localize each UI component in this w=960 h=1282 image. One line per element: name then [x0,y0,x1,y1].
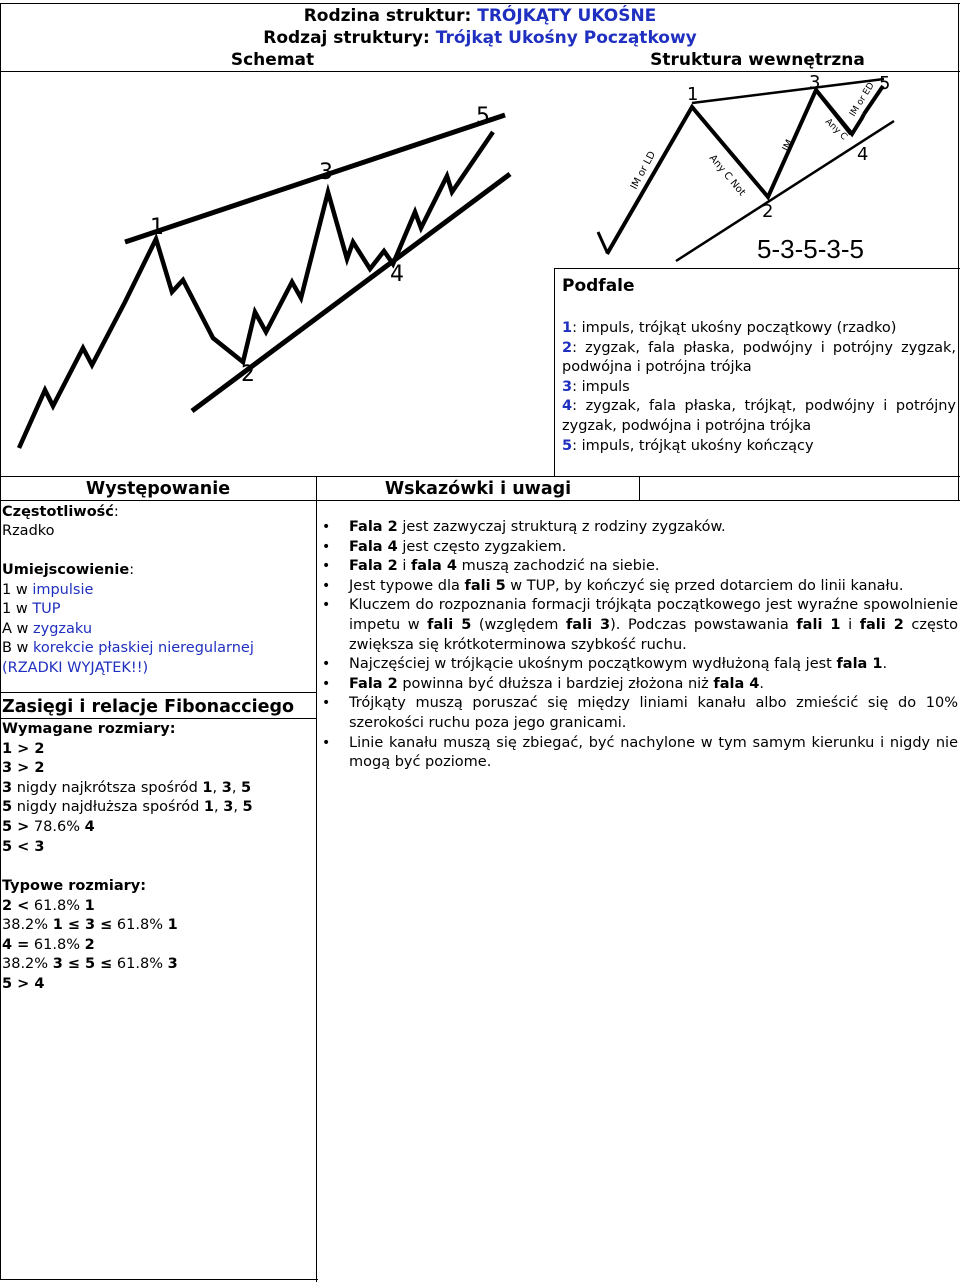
struktura-diagram [596,72,926,268]
fibo-title: Zasięgi i relacje Fibonacciego [2,697,295,717]
type-title: Rodzaj struktury: Trójkąt Ukośny Początkowy [263,28,697,48]
fibo-typical-row: 38.2% 3 ≤ 5 ≤ 61.8% 3 [2,956,178,973]
struktura-annotation-any-c-not: Any C Not [706,152,748,199]
schemat-label-3: 3 [319,160,333,185]
struktura-pattern: 5-3-5-3-5 [757,234,864,264]
notes-list [322,518,958,773]
location-impulse: 1 w impulsie [2,582,94,598]
podfale-left-line [554,268,555,477]
fibo-typical-row: 2 < 61.8% 1 [2,897,95,914]
struktura-heading: Struktura wewnętrzna [650,50,865,70]
podfale-title: Podfale [562,276,635,296]
struktura-annotation-any-c: Any C [822,116,849,143]
note-item: • Fala 2 jest zazwyczaj strukturą z rodziny zygzaków. [322,518,958,538]
middle-line [0,476,960,477]
schemat-label-4: 4 [390,262,404,287]
schemat-lower-channel [192,174,510,411]
fibo-typical-title: Typowe rozmiary: [2,878,147,894]
fibo-typical-row: 5 > 4 [2,975,45,992]
podfale-wave-2: 2: zygzak, fala płaska, podwójny i potrójny zygzak, podwójna i potrójna trójka [562,339,956,376]
border-bottom [0,1279,318,1280]
wystepowanie-title: Występowanie [85,479,231,499]
schemat-diagram [0,72,554,476]
note-item: • Jest typowe dla fali 5 w TUP, by kończyć się przed dotarciem do linii kanału. [322,577,958,597]
note-item: • Fala 2 powinna być dłuższa i bardziej złożona niż fala 4. [322,675,958,695]
struktura-annotation-im-or-ed: IM or ED [848,81,877,119]
fibo-required-title: Wymagane rozmiary: [2,721,176,737]
location-flat: B w korekcie płaskiej nieregularnej [2,640,254,656]
podfale-top-line [554,268,960,269]
fibo-required [2,720,253,857]
struktura-label-5: 5 [879,73,891,94]
fibo-required-row: 3 > 2 [2,760,45,777]
column-divider [316,476,317,1282]
fibo-required-row: 5 nigdy najdłuższa spośród 1, 3, 5 [2,799,253,816]
fibo-required-row: 5 < 3 [2,838,45,855]
fibo-title-top [0,692,316,693]
wystepowanie-title-bottom [0,500,316,501]
frequency-label: Częstotliwość: [2,504,119,520]
wskazowki-title: Wskazówki i uwagi [384,479,572,499]
struktura-label-2: 2 [762,201,774,222]
fibo-required-row: 3 nigdy najkrótsza spośród 1, 3, 5 [2,779,252,796]
note-item: • Kluczem do rozpoznania formacji trójkąta początkowego jest wyraźne spowolnienie impetu w fali 5 (względem fali 3). Podczas powstawania fali 1 i fali 2 często zwiększa się krótkoterminowa szybkość ruchu. [322,596,958,655]
wskazowki-title-bottom [316,500,960,501]
location-label: Umiejscowienie: [2,562,135,578]
struktura-annotation-im: IM [780,138,796,154]
frequency-value: Rzadko [2,523,55,539]
fibo-required-row: 1 > 2 [2,740,45,757]
podfale-list [562,319,956,456]
fibo-typical-row: 4 = 61.8% 2 [2,936,95,953]
schemat-label-1: 1 [150,215,164,240]
schemat-heading: Schemat [230,50,315,70]
family-title: Rodzina struktur: TRÓJKĄTY UKOŚNE [303,6,657,26]
family-value: TRÓJKĄTY UKOŚNE [477,6,657,26]
note-item: • Trójkąty muszą poruszać się między liniami kanału albo zmieścić się do 10% szerokości ruchu poza jego granicami. [322,694,958,733]
type-value: Trójkąt Ukośny Początkowy [435,28,697,48]
location-zigzag: A w zygzaku [2,621,93,637]
struktura-annotation-im-or-ld: IM or LD [628,149,659,192]
podfale-wave-5: 5: impuls, trójkąt ukośny kończący [562,437,814,454]
note-item: • Najczęściej w trójkącie ukośnym początkowym wydłużoną falą jest fala 1. [322,655,958,675]
note-item: • Fala 2 i fala 4 muszą zachodzić na siebie. [322,557,958,577]
struktura-label-1: 1 [687,84,699,105]
fibo-title-bottom [0,718,316,719]
schemat-label-2: 2 [241,362,255,387]
fibo-typical [2,877,178,995]
location-tup: 1 w TUP [2,601,61,617]
fibo-typical-row: 38.2% 1 ≤ 3 ≤ 61.8% 1 [2,917,178,934]
schemat-wave-path [19,132,493,448]
struktura-label-3: 3 [809,72,821,93]
border-right [958,3,959,500]
struktura-label-4: 4 [857,144,869,165]
podfale-wave-1: 1: impuls, trójkąt ukośny początkowy (rzadko) [562,320,897,336]
schemat-label-5: 5 [476,104,490,129]
location-exception: (RZADKI WYJĄTEK!!) [2,660,149,676]
note-item: • Fala 4 jest często zygzakiem. [322,538,958,558]
struktura-upper-channel [692,79,884,103]
wskazowki-title-right [639,476,640,500]
border-top [0,3,960,4]
podfale-wave-4: 4: zygzak, fala płaska, trójkąt, podwójny i potrójny zygzak, podwójna i potrójna trójka [562,398,956,434]
fibo-required-row: 5 > 78.6% 4 [2,818,95,835]
note-item: • Linie kanału muszą się zbiegać, być nachylone w tym samym kierunku i nigdy nie mogą być poziome. [322,734,958,773]
podfale-wave-3: 3: impuls [562,378,630,395]
